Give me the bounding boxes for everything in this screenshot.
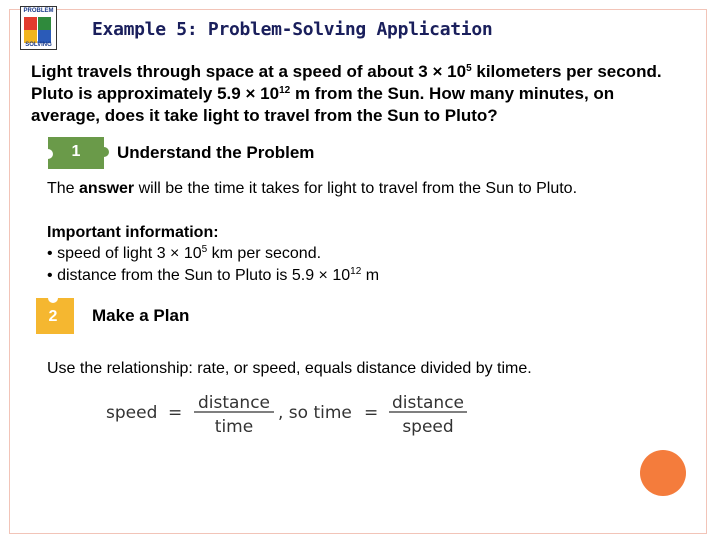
important-heading: Important information:	[47, 224, 219, 241]
intro-text-e: m from the Sun. How many minutes, on average, does it take light to travel from the Sun to Pluto?	[31, 84, 615, 125]
relationship-text: Use the relationship: rate, or speed, equals distance divided by time.	[47, 360, 532, 377]
times-symbol: ×	[432, 62, 443, 81]
bullet2-text-c: m	[365, 267, 380, 284]
formula-so-time: , so time	[278, 403, 352, 423]
intro-text-c: kilometers per second. Pluto is approximately 5.9	[31, 62, 662, 103]
step1-puzzle-piece-icon	[44, 134, 114, 174]
times-symbol: ×	[245, 84, 256, 103]
times-symbol: ×	[170, 245, 180, 262]
formula-speed-2: speed	[402, 417, 454, 437]
answer-bold: answer	[79, 180, 135, 197]
formula-equals-2: =	[364, 403, 379, 423]
step2-puzzle-piece-icon	[34, 296, 78, 336]
exponent: 5	[466, 63, 472, 74]
bullet1-text-b: 10	[183, 245, 202, 262]
bullet-icon: •	[47, 245, 53, 262]
exponent: 12	[350, 266, 362, 277]
answer-text-post: will be the time it takes for light to travel from the Sun to Pluto.	[134, 180, 578, 197]
bullet2-text-b: 10	[332, 267, 351, 284]
exponent: 12	[279, 85, 291, 96]
slide-title: Example 5: Problem-Solving Application	[92, 19, 493, 40]
exponent: 5	[201, 244, 208, 255]
bullet-icon: •	[47, 267, 53, 284]
bullet-speed-of-light	[47, 243, 321, 265]
bullet1-text-a: speed of light 3	[57, 245, 166, 262]
intro-text-a: Light travels through space at a speed of about 3	[31, 62, 428, 81]
step1-label: Understand the Problem	[117, 143, 315, 162]
logo-text-top: PROBLEM	[23, 8, 54, 14]
bullet2-text-a: distance from the Sun to Pluto is 5.9	[57, 267, 315, 284]
logo-text-bottom: SOLVING	[25, 42, 52, 48]
step2-number: 2	[48, 308, 58, 325]
answer-statement	[47, 178, 577, 200]
intro-paragraph	[31, 61, 671, 127]
logo-piece-red	[24, 17, 37, 30]
intro-text-d: 10	[260, 84, 280, 103]
times-symbol: ×	[318, 267, 328, 284]
formula-time: time	[214, 417, 254, 437]
decorative-circle	[640, 450, 686, 496]
bullet-distance-to-pluto	[47, 265, 379, 287]
formula-distance-2: distance	[391, 393, 465, 413]
step1-number: 1	[71, 143, 81, 160]
answer-text-pre: The	[47, 180, 80, 197]
logo-piece-green	[38, 17, 51, 30]
bullet1-text-c: km per second.	[211, 245, 322, 262]
formula-distance: distance	[197, 393, 271, 413]
speed-time-formula	[106, 388, 476, 438]
intro-text-b: 10	[447, 62, 467, 81]
problem-solving-logo	[20, 6, 57, 50]
formula-equals: =	[168, 403, 183, 423]
formula-speed: speed	[106, 403, 158, 423]
step2-label: Make a Plan	[92, 306, 190, 325]
